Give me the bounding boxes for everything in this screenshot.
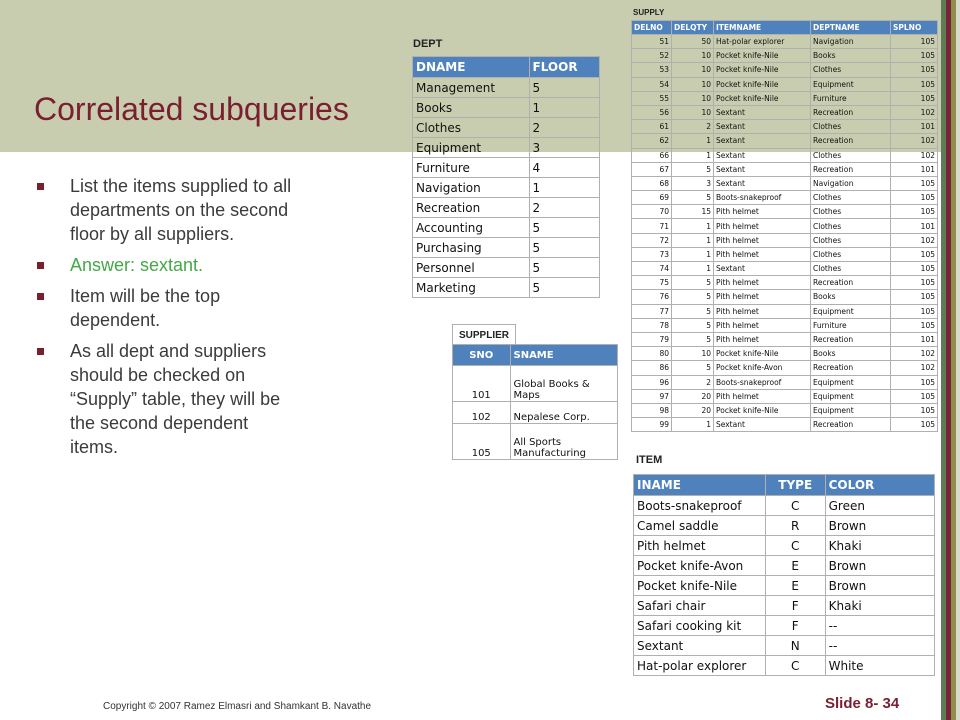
supply-row [632, 120, 938, 134]
supply-cell-delqty: 1 [672, 233, 714, 247]
dept-cell-dname: Personnel [413, 258, 530, 278]
supply-cell-delqty: 1 [672, 247, 714, 261]
bullet-item [37, 284, 297, 332]
supply-cell-splno: 102 [891, 105, 938, 119]
supply-cell-splno: 105 [891, 176, 938, 190]
supply-cell-splno: 105 [891, 418, 938, 432]
supply-row [632, 105, 938, 119]
supply-cell-splno: 105 [891, 262, 938, 276]
dept-row [413, 278, 600, 298]
supply-header-row [632, 21, 938, 35]
item-row [634, 576, 935, 596]
supply-row [632, 191, 938, 205]
dept-row [413, 118, 600, 138]
supplier-col-sno: SNO [453, 345, 511, 366]
supply-cell-splno: 105 [891, 247, 938, 261]
item-cell-iname: Pocket knife-Nile [634, 576, 766, 596]
slide-title: Correlated subqueries [34, 91, 349, 127]
supply-cell-delqty: 50 [672, 35, 714, 49]
supply-row [632, 318, 938, 332]
supply-cell-itemname: Pocket knife-Avon [714, 361, 811, 375]
item-cell-type: C [765, 656, 825, 676]
supply-row [632, 162, 938, 176]
item-cell-color: Brown [825, 576, 934, 596]
supply-cell-deptname: Clothes [811, 247, 891, 261]
dept-col-dname: DNAME [413, 57, 530, 78]
supply-cell-itemname: Pocket knife-Nile [714, 77, 811, 91]
supply-col-delqty: DELQTY [672, 21, 714, 35]
supply-cell-itemname: Boots-snakeproof [714, 191, 811, 205]
supply-cell-delno: 98 [632, 403, 672, 417]
item-cell-iname: Sextant [634, 636, 766, 656]
supply-cell-deptname: Furniture [811, 318, 891, 332]
supply-cell-itemname: Sextant [714, 148, 811, 162]
supply-cell-delqty: 3 [672, 176, 714, 190]
supply-cell-delqty: 10 [672, 77, 714, 91]
supplier-cell-sname: All Sports Manufacturing [510, 424, 618, 460]
item-cell-type: C [765, 496, 825, 516]
supply-cell-delqty: 1 [672, 262, 714, 276]
supply-cell-splno: 102 [891, 347, 938, 361]
supply-cell-splno: 101 [891, 219, 938, 233]
supply-cell-itemname: Pocket knife-Nile [714, 347, 811, 361]
supply-cell-delno: 62 [632, 134, 672, 148]
supply-cell-deptname: Books [811, 290, 891, 304]
supply-cell-delno: 51 [632, 35, 672, 49]
supply-cell-delqty: 5 [672, 361, 714, 375]
supply-cell-delqty: 20 [672, 389, 714, 403]
dept-cell-floor: 2 [529, 198, 600, 218]
item-col-type: TYPE [765, 475, 825, 496]
square-bullet-icon [37, 262, 44, 269]
supply-cell-delno: 72 [632, 233, 672, 247]
dept-cell-floor: 5 [529, 78, 600, 98]
supply-row [632, 418, 938, 432]
supply-cell-delqty: 10 [672, 49, 714, 63]
slide-number: Slide 8- 34 [825, 695, 900, 712]
supply-cell-delno: 77 [632, 304, 672, 318]
supply-row [632, 375, 938, 389]
supply-cell-splno: 105 [891, 304, 938, 318]
dept-row [413, 218, 600, 238]
supply-cell-deptname: Furniture [811, 91, 891, 105]
item-header-row [634, 475, 935, 496]
dept-row [413, 198, 600, 218]
supply-cell-deptname: Recreation [811, 418, 891, 432]
supply-cell-itemname: Hat-polar explorer [714, 35, 811, 49]
supply-cell-deptname: Equipment [811, 375, 891, 389]
supply-cell-itemname: Sextant [714, 262, 811, 276]
bullet-list [37, 174, 297, 466]
dept-cell-dname: Marketing [413, 278, 530, 298]
item-row [634, 616, 935, 636]
supply-row [632, 290, 938, 304]
dept-cell-dname: Management [413, 78, 530, 98]
supplier-row [453, 424, 618, 460]
supply-cell-itemname: Pith helmet [714, 247, 811, 261]
dept-row [413, 138, 600, 158]
supply-cell-splno: 105 [891, 91, 938, 105]
supply-cell-delno: 97 [632, 389, 672, 403]
square-bullet-icon [37, 348, 44, 355]
dept-cell-floor: 5 [529, 238, 600, 258]
item-cell-type: E [765, 576, 825, 596]
supply-cell-delqty: 5 [672, 332, 714, 346]
supply-cell-deptname: Recreation [811, 105, 891, 119]
supply-cell-delno: 78 [632, 318, 672, 332]
supplier-cell-sname: Nepalese Corp. [510, 402, 618, 424]
supply-cell-splno: 105 [891, 318, 938, 332]
bullet-text: Item will be the top dependent. [70, 286, 221, 330]
supply-cell-deptname: Clothes [811, 191, 891, 205]
supply-cell-delno: 68 [632, 176, 672, 190]
item-cell-color: Brown [825, 516, 934, 536]
bullet-text: List the items supplied to all departments on the second floor by all suppliers. [70, 176, 292, 244]
item-cell-color: Khaki [825, 536, 934, 556]
supply-cell-splno: 101 [891, 332, 938, 346]
item-cell-color: Khaki [825, 596, 934, 616]
dept-row [413, 158, 600, 178]
supply-cell-itemname: Sextant [714, 134, 811, 148]
supply-cell-delno: 55 [632, 91, 672, 105]
supply-cell-deptname: Clothes [811, 262, 891, 276]
item-cell-iname: Boots-snakeproof [634, 496, 766, 516]
supply-cell-itemname: Sextant [714, 418, 811, 432]
supply-cell-delno: 70 [632, 205, 672, 219]
supply-cell-deptname: Recreation [811, 332, 891, 346]
supply-cell-delqty: 5 [672, 290, 714, 304]
supply-cell-itemname: Pith helmet [714, 276, 811, 290]
supply-cell-delqty: 10 [672, 347, 714, 361]
dept-cell-dname: Recreation [413, 198, 530, 218]
supply-cell-splno: 102 [891, 134, 938, 148]
supply-cell-itemname: Pith helmet [714, 290, 811, 304]
supply-cell-deptname: Recreation [811, 276, 891, 290]
square-bullet-icon [37, 293, 44, 300]
supply-cell-itemname: Pith helmet [714, 304, 811, 318]
supply-cell-deptname: Equipment [811, 403, 891, 417]
supply-cell-delqty: 2 [672, 120, 714, 134]
item-col-iname: INAME [634, 475, 766, 496]
supply-cell-deptname: Navigation [811, 176, 891, 190]
supply-cell-splno: 105 [891, 63, 938, 77]
supply-cell-splno: 105 [891, 403, 938, 417]
item-cell-type: R [765, 516, 825, 536]
supplier-table-caption: SUPPLIER [459, 330, 510, 341]
dept-cell-dname: Books [413, 98, 530, 118]
supply-cell-itemname: Pith helmet [714, 233, 811, 247]
bullet-text: Answer: sextant. [70, 255, 204, 275]
supply-cell-delqty: 5 [672, 304, 714, 318]
supply-cell-splno: 105 [891, 191, 938, 205]
item-row [634, 656, 935, 676]
supply-cell-itemname: Pith helmet [714, 318, 811, 332]
supply-cell-itemname: Sextant [714, 120, 811, 134]
supply-cell-delqty: 2 [672, 375, 714, 389]
supplier-row [453, 402, 618, 424]
supply-cell-deptname: Books [811, 347, 891, 361]
supply-cell-delno: 54 [632, 77, 672, 91]
supply-cell-splno: 102 [891, 361, 938, 375]
supply-cell-delqty: 10 [672, 91, 714, 105]
supply-row [632, 219, 938, 233]
supply-cell-itemname: Boots-snakeproof [714, 375, 811, 389]
supply-cell-itemname: Pocket knife-Nile [714, 63, 811, 77]
item-cell-iname: Camel saddle [634, 516, 766, 536]
item-table-caption: ITEM [636, 454, 663, 466]
supply-cell-deptname: Recreation [811, 134, 891, 148]
supply-cell-delno: 71 [632, 219, 672, 233]
copyright-footer: Copyright © 2007 Ramez Elmasri and Shamkant B. Navathe [103, 701, 372, 712]
dept-cell-dname: Accounting [413, 218, 530, 238]
dept-header-row [413, 57, 600, 78]
supply-cell-delqty: 20 [672, 403, 714, 417]
dept-row [413, 98, 600, 118]
supplier-cell-sno: 101 [453, 366, 511, 402]
item-row [634, 596, 935, 616]
supply-cell-delno: 80 [632, 347, 672, 361]
supply-col-delno: DELNO [632, 21, 672, 35]
supply-cell-itemname: Pith helmet [714, 332, 811, 346]
supply-table [631, 20, 938, 432]
supply-row [632, 205, 938, 219]
supply-cell-delqty: 1 [672, 148, 714, 162]
supply-cell-splno: 105 [891, 375, 938, 389]
supply-row [632, 91, 938, 105]
dept-table [412, 56, 600, 298]
supply-row [632, 77, 938, 91]
bullet-item [37, 339, 297, 459]
supply-cell-splno: 105 [891, 49, 938, 63]
item-cell-type: N [765, 636, 825, 656]
item-cell-type: F [765, 596, 825, 616]
supply-cell-deptname: Equipment [811, 389, 891, 403]
item-cell-iname: Pocket knife-Avon [634, 556, 766, 576]
supply-cell-itemname: Pith helmet [714, 205, 811, 219]
item-cell-iname: Pith helmet [634, 536, 766, 556]
dept-cell-floor: 1 [529, 178, 600, 198]
square-bullet-icon [37, 183, 44, 190]
dept-cell-dname: Equipment [413, 138, 530, 158]
supply-row [632, 332, 938, 346]
supply-cell-delqty: 5 [672, 191, 714, 205]
supply-cell-delno: 86 [632, 361, 672, 375]
supply-cell-splno: 102 [891, 233, 938, 247]
dept-cell-floor: 1 [529, 98, 600, 118]
supply-cell-delqty: 5 [672, 276, 714, 290]
item-cell-color: Green [825, 496, 934, 516]
supplier-cell-sname: Global Books & Maps [510, 366, 618, 402]
supply-cell-splno: 102 [891, 148, 938, 162]
item-table [633, 474, 935, 676]
supply-cell-splno: 105 [891, 276, 938, 290]
supplier-col-sname: SNAME [510, 345, 618, 366]
supply-cell-delno: 56 [632, 105, 672, 119]
supply-cell-delqty: 1 [672, 219, 714, 233]
dept-cell-dname: Clothes [413, 118, 530, 138]
bullet-item [37, 174, 297, 246]
item-cell-iname: Safari chair [634, 596, 766, 616]
supply-cell-delno: 73 [632, 247, 672, 261]
supply-cell-deptname: Clothes [811, 148, 891, 162]
dept-cell-floor: 5 [529, 258, 600, 278]
item-col-color: COLOR [825, 475, 934, 496]
supply-cell-deptname: Books [811, 49, 891, 63]
dept-cell-dname: Furniture [413, 158, 530, 178]
supply-cell-deptname: Equipment [811, 304, 891, 318]
supply-row [632, 347, 938, 361]
supply-cell-splno: 105 [891, 389, 938, 403]
supply-cell-itemname: Sextant [714, 162, 811, 176]
item-cell-color: -- [825, 616, 934, 636]
supply-cell-delqty: 10 [672, 63, 714, 77]
supply-cell-deptname: Recreation [811, 162, 891, 176]
supply-row [632, 63, 938, 77]
item-cell-type: C [765, 536, 825, 556]
supply-cell-delqty: 5 [672, 318, 714, 332]
supply-row [632, 304, 938, 318]
supply-row [632, 148, 938, 162]
item-row [634, 516, 935, 536]
bullet-text: As all dept and suppliers should be checked on “Supply” table, they will be the second dependent items. [70, 341, 281, 457]
supply-col-itemname: ITEMNAME [714, 21, 811, 35]
supply-cell-delno: 66 [632, 148, 672, 162]
supply-row [632, 276, 938, 290]
supply-cell-deptname: Clothes [811, 120, 891, 134]
item-cell-type: E [765, 556, 825, 576]
supply-cell-delno: 61 [632, 120, 672, 134]
supply-row [632, 233, 938, 247]
item-row [634, 496, 935, 516]
supply-row [632, 262, 938, 276]
supplier-row [453, 366, 618, 402]
dept-cell-floor: 2 [529, 118, 600, 138]
supply-row [632, 176, 938, 190]
dept-cell-floor: 4 [529, 158, 600, 178]
supply-cell-delno: 52 [632, 49, 672, 63]
supply-cell-deptname: Recreation [811, 361, 891, 375]
supply-cell-splno: 105 [891, 35, 938, 49]
supply-cell-delqty: 5 [672, 162, 714, 176]
supply-table-caption: SUPPLY [633, 8, 665, 17]
supply-cell-deptname: Clothes [811, 205, 891, 219]
supply-cell-delqty: 1 [672, 134, 714, 148]
dept-row [413, 258, 600, 278]
supply-cell-itemname: Pocket knife-Nile [714, 403, 811, 417]
supply-cell-delno: 69 [632, 191, 672, 205]
supply-cell-delqty: 15 [672, 205, 714, 219]
dept-row [413, 178, 600, 198]
item-cell-iname: Hat-polar explorer [634, 656, 766, 676]
item-cell-type: F [765, 616, 825, 636]
dept-cell-floor: 3 [529, 138, 600, 158]
supply-cell-itemname: Sextant [714, 105, 811, 119]
supply-cell-itemname: Pocket knife-Nile [714, 49, 811, 63]
dept-row [413, 78, 600, 98]
dept-row [413, 238, 600, 258]
supply-col-splno: SPLNO [891, 21, 938, 35]
supply-cell-splno: 105 [891, 290, 938, 304]
supply-row [632, 35, 938, 49]
supply-cell-delno: 74 [632, 262, 672, 276]
dept-cell-floor: 5 [529, 278, 600, 298]
supply-cell-delno: 75 [632, 276, 672, 290]
supply-cell-delno: 79 [632, 332, 672, 346]
supply-cell-delno: 96 [632, 375, 672, 389]
supply-row [632, 389, 938, 403]
item-cell-color: Brown [825, 556, 934, 576]
supply-cell-splno: 101 [891, 162, 938, 176]
item-cell-color: White [825, 656, 934, 676]
supply-cell-deptname: Clothes [811, 233, 891, 247]
supply-cell-itemname: Sextant [714, 176, 811, 190]
supply-cell-delno: 53 [632, 63, 672, 77]
supply-cell-itemname: Pith helmet [714, 219, 811, 233]
dept-table-caption: DEPT [413, 38, 443, 50]
supply-cell-deptname: Clothes [811, 63, 891, 77]
supply-cell-deptname: Navigation [811, 35, 891, 49]
supply-row [632, 49, 938, 63]
supply-cell-delqty: 1 [672, 418, 714, 432]
supply-cell-itemname: Pocket knife-Nile [714, 91, 811, 105]
supply-cell-delqty: 10 [672, 105, 714, 119]
supplier-cell-sno: 102 [453, 402, 511, 424]
supply-cell-delno: 67 [632, 162, 672, 176]
dept-cell-dname: Purchasing [413, 238, 530, 258]
dept-cell-floor: 5 [529, 218, 600, 238]
supply-cell-splno: 105 [891, 205, 938, 219]
supply-row [632, 247, 938, 261]
supply-col-deptname: DEPTNAME [811, 21, 891, 35]
supplier-header-row [453, 345, 618, 366]
supply-cell-deptname: Clothes [811, 219, 891, 233]
supply-row [632, 361, 938, 375]
item-cell-color: -- [825, 636, 934, 656]
supply-cell-splno: 105 [891, 77, 938, 91]
decorative-stripe [956, 0, 960, 720]
supply-row [632, 134, 938, 148]
item-row [634, 536, 935, 556]
dept-cell-dname: Navigation [413, 178, 530, 198]
item-row [634, 556, 935, 576]
supply-row [632, 403, 938, 417]
supplier-cell-sno: 105 [453, 424, 511, 460]
supply-cell-delno: 76 [632, 290, 672, 304]
supply-cell-splno: 101 [891, 120, 938, 134]
item-row [634, 636, 935, 656]
supply-cell-deptname: Equipment [811, 77, 891, 91]
dept-col-floor: FLOOR [529, 57, 600, 78]
bullet-item [37, 253, 297, 277]
supply-cell-itemname: Pith helmet [714, 389, 811, 403]
supplier-table [452, 344, 618, 460]
supply-cell-delno: 99 [632, 418, 672, 432]
item-cell-iname: Safari cooking kit [634, 616, 766, 636]
